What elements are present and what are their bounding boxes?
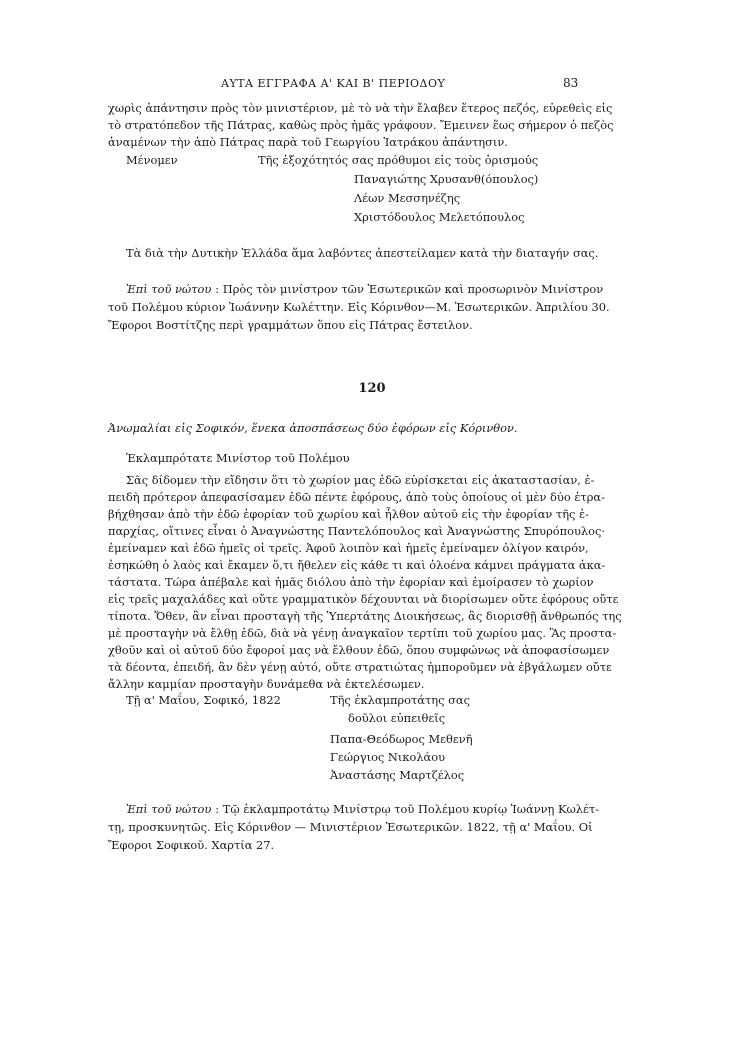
letter1-signatory-1: Παναγιώτης Χρυσανθ(όπουλος) (354, 172, 539, 186)
page-number: 83 (563, 76, 579, 90)
letter-closing-2: δοῦλοι εὐπειθεῖς (348, 711, 446, 725)
document-summary: Ἀνωμαλίαι εἰς Σοφικόν, ἕνεκα ἀποσπάσεως δύο ἐφόρων εἰς Κόρινθον. (108, 421, 518, 435)
letter1-signatory-2: Λέων Μεσσηνέζης (354, 191, 461, 205)
running-header: ΑΥΤΑ ΕΓΓΡΑΦΑ Α' ΚΑΙ Β' ΠΕΡΙΟΔΟΥ (221, 77, 446, 90)
body-line-2: πειδὴ πρότερον ἀπεφασίσαμεν ἐδῶ πέντε ἐφόρους, ἀπὸ τοὺς ὁποίους οἱ μὲν δύο ἐτρα- (108, 490, 605, 504)
letter-signatory-3: Ἀναστάσης Μαρτζέλος (330, 768, 465, 782)
letter-signatory-2: Γεώργιος Νικολάου (330, 750, 446, 764)
letter1-verso-line-3: Ἔφοροι Βοστίτζης περὶ γραμμάτων ὅπου εἰς Πάτρας ἔστειλον. (108, 318, 473, 332)
body-line-11: χθοῦν καὶ οἱ αὐτοῦ δύο ἔφοροί μας νὰ ἔλθουν ἐδῶ, ὅπου συμφώνως νὰ ἀποφασίσωμεν (108, 643, 610, 657)
doc2-verso-label: Ἐπὶ τοῦ νώτου (126, 802, 212, 816)
body-line-6: ἐσηκώθη ὁ λαὸς καὶ ἔκαμεν ὅ,τι ἤθελεν εἰς κάθε τι καὶ ὁλοένα κάμνει πράγματα ἀκα- (108, 558, 606, 572)
letter1-line-3: ἀναμένων τὴν ἀπὸ Πάτρας παρὰ τοῦ Γεωργίου Ἰατράκου ἀπάντησιν. (108, 135, 508, 149)
body-line-4: παρχίας, οἵτινες εἶναι ὁ Ἀναγνώστης Παντελόπουλος καὶ Ἀναγνώστης Σπυρόπουλος· (108, 524, 605, 538)
letter1-verso-line-1: : Πρὸς τὸν μινίστρον τῶν Ἐσωτερικῶν καὶ προσωρινὸν Μινίστρον (215, 282, 604, 296)
letter1-line-1: χωρὶς ἀπάντησιν πρὸς τὸν μινιστέριον, μὲ τὸ νὰ τὴν ἔλαβεν ἕτερος πεζός, εὑρεθεὶς εἰς (108, 101, 613, 115)
doc2-verso-line-3: Ἔφοροι Σοφικοῦ. Χαρτία 27. (108, 838, 275, 852)
body-line-3: βήχθησαν ἀπὸ τὴν ἐδῶ ἐφορίαν τοῦ χωρίου καὶ ἦλθον αὐτοῦ εἰς τὴν ἐφορίαν τῆς ἐ- (108, 507, 590, 521)
document-number: 120 (358, 381, 386, 396)
letter1-verso-label: Ἐπὶ τοῦ νώτου (126, 282, 212, 296)
letter1-verso-line-2: τοῦ Πολέμου κύριον Ἰωάννην Κωλέττην. Εἰς Κόρινθον—Μ. Ἐσωτερικῶν. Ἀπριλίου 30. (108, 300, 610, 314)
body-line-10: μὲ προσταγὴν νὰ ἔλθῃ ἐδῶ, διὰ νὰ γένῃ ἀναγκαῖον τερτίπι τοῦ χωρίου μας. Ἂς προστα- (108, 626, 617, 640)
body-line-7: τάστατα. Τώρα ἀπέβαλε καὶ ἡμᾶς διόλου ἀπὸ τὴν ἐφορίαν καὶ ἐμοίρασεν τὸ χωρίον (108, 575, 594, 589)
letter1-signatory-3: Χριστόδουλος Μελετόπουλος (354, 210, 525, 224)
letter-closing-1: Τῆς ἐκλαμπροτάτης σας (330, 693, 470, 707)
doc2-verso-first-line (126, 801, 600, 818)
body-line-12: τὰ δέοντα, ἐπειδή, ἂν δὲν γένῃ αὐτό, οὔτε στρατιώτας ἠμποροῦμεν νὰ ἐβγάλωμεν οὔτε (108, 660, 612, 674)
body-line-1: Σᾶς δίδομεν τὴν εἴδησιν ὅτι τὸ χωρίον μας ἐδῶ εὑρίσκεται εἰς ἀκαταστασίαν, ἐ- (126, 473, 595, 487)
letter1-verso-first-line (126, 281, 604, 298)
salutation: Ἐκλαμπρότατε Μινίστορ τοῦ Πολέμου (126, 451, 350, 465)
body-line-8: εἰς τρεῖς μαχαλάδες καὶ οὔτε γραμματικὸν δέχουνται νὰ διορίσωμεν οὔτε ἐφόρους οὔτε (108, 592, 619, 606)
letter-date: Τῇ α' Μαΐου, Σοφικό, 1822 (126, 693, 281, 707)
body-line-5: ἐμείναμεν καὶ ἐδῶ ἡμεῖς οἱ τρεῖς. Ἀφοῦ λοιπὸν καὶ ἡμεῖς ἐμείναμεν ὀλίγον καιρόν, (108, 541, 589, 555)
letter1-line-2: τὸ στρατόπεδον τῆς Πάτρας, καθὼς πρὸς ἡμᾶς γράφουν. Ἔμεινεν ἕως σήμερον ὁ πεζὸς (108, 118, 614, 132)
body-line-13: ἄλλην καμμίαν προσταγὴν δυνάμεθα νὰ ἐκτελέσωμεν. (108, 677, 425, 691)
letter-signatory-1: Παπα-Θεόδωρος Μεθενῆ (330, 732, 473, 746)
letter1-closing: Τῆς ἐξοχότητός σας πρόθυμοι εἰς τοὺς ὁρισμούς (258, 153, 539, 167)
doc2-verso-line-2: τῃ, προσκυνητῶς. Εἰς Κόρινθον — Μινιστέριον Ἐσωτερικῶν. 1822, τῇ α' Μαΐου. Οἱ (108, 820, 593, 834)
body-line-9: τίποτα. Ὅθεν, ἂν εἶναι προσταγὴ τῆς Ὑπερτάτης Διοικήσεως, ἂς διορισθῇ ἄνθρωπός της (108, 609, 622, 623)
letter1-menomen: Μένομεν (126, 153, 178, 167)
doc2-verso-line-1: : Τῷ ἐκλαμπροτάτῳ Μινίστρῳ τοῦ Πολέμου κυρίῳ Ἰωάννῃ Κωλέτ- (215, 802, 600, 816)
letter1-postscript: Τὰ διὰ τὴν Δυτικὴν Ἑλλάδα ἅμα λαβόντες ἀπεστείλαμεν κατὰ τὴν διαταγήν σας. (126, 246, 599, 260)
